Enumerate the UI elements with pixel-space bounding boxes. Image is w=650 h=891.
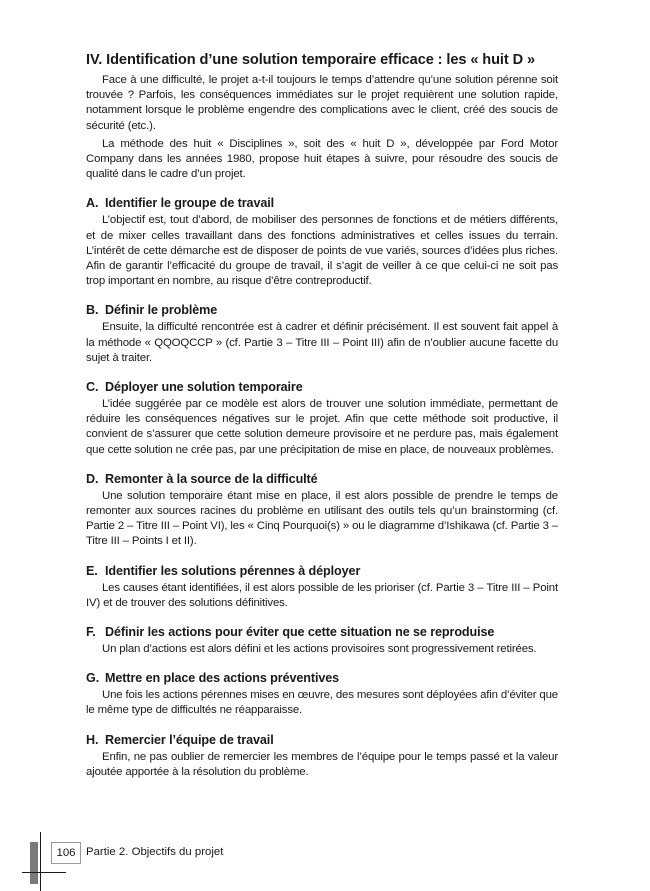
section-paragraph: L’idée suggérée par ce modèle est alors de trouver une solution immédiate, permettant de réduire les conséquences négatives sur le projet. Afin que cette méthode soit productive, il convient de s’assurer que cette solution demeure provisoire et ne perdure pas, mais également que cette solution ne crée pas, par une précipitation de mise en place, de nouveaux problèmes. xyxy=(86,398,558,456)
section-letter: F. xyxy=(86,625,96,640)
section-f xyxy=(86,625,558,657)
section-heading-text: Remercier l’équipe de travail xyxy=(105,732,274,747)
page-footer xyxy=(0,832,650,891)
section-paragraph: Une solution temporaire étant mise en place, il est alors possible de prendre le temps de remonter aux sources racines du problème en utilisant des outils tels qu’un brainstorming (cf. Partie 2 – Titre III – Point VI), les « Cinq Pourquoi(s) » ou le diagramme d’Ishikawa (cf. Partie 3 – Titre III – Points I et II). xyxy=(86,489,558,548)
section-heading xyxy=(86,625,558,640)
section-letter: H. xyxy=(86,732,99,747)
section-letter: D. xyxy=(86,471,99,486)
section-e xyxy=(86,564,558,611)
section-heading-text: Mettre en place des actions préventives xyxy=(105,671,340,686)
section-heading xyxy=(86,564,558,579)
section-heading xyxy=(86,472,558,487)
section-paragraph: Une fois les actions pérennes mises en œuvre, des mesures sont déployées afin d’éviter que le même type de difficultés ne réapparaisse. xyxy=(86,689,558,717)
intro-paragraph-2: La méthode des huit « Disciplines », soit des « huit D », développée par Ford Motor Company dans les années 1980, propose huit étapes à suivre, pour résoudre des soucis de qualité dans le cadre d’un projet. xyxy=(86,137,558,181)
section-d xyxy=(86,472,558,550)
section-paragraph: Les causes étant identifiées, il est alors possible de les prioriser (cf. Partie 3 – Titre III – Point IV) et de trouver des solutions définitives. xyxy=(86,581,558,609)
page-content xyxy=(86,52,558,780)
section-paragraph: Enfin, ne pas oublier de remercier les membres de l’équipe pour le temps passé et la valeur ajoutée apportée à la résolution du problème. xyxy=(86,750,558,778)
section-b xyxy=(86,303,558,366)
section-paragraph: Un plan d’actions est alors défini et les actions provisoires sont progressivement retirées. xyxy=(102,643,537,656)
section-letter: E. xyxy=(86,563,98,578)
section-paragraph: Ensuite, la difficulté rencontrée est à cadrer et définir précisément. Il est souvent fait appel à la méthode « QQOQCCP » (cf. Partie 3 – Titre III – Point III) afin de n’oublier aucune facette du sujet à traiter. xyxy=(86,321,558,364)
section-heading xyxy=(86,303,558,318)
crop-mark-vertical xyxy=(40,832,41,891)
section-heading xyxy=(86,671,558,686)
crop-mark-horizontal xyxy=(22,872,66,873)
margin-marker-bar xyxy=(30,842,38,884)
section-heading-text: Définir le problème xyxy=(105,303,218,318)
section-heading-text: Identifier les solutions pérennes à déployer xyxy=(105,563,361,578)
section-heading xyxy=(86,380,558,395)
section-heading xyxy=(86,733,558,748)
section-heading-text: Identifier le groupe de travail xyxy=(105,196,275,211)
section-letter: C. xyxy=(86,380,99,395)
running-title: Partie 2. Objectifs du projet xyxy=(86,846,224,858)
section-a xyxy=(86,196,558,289)
section-letter: G. xyxy=(86,671,100,686)
section-heading xyxy=(86,196,558,211)
section-h xyxy=(86,733,558,780)
section-heading-text: Remonter à la source de la difficulté xyxy=(105,471,318,486)
page-title: IV. Identification d’une solution temporaire efficace : les « huit D » xyxy=(86,52,536,68)
section-g xyxy=(86,671,558,718)
section-heading-text: Définir les actions pour éviter que cette situation ne se reproduise xyxy=(105,625,495,640)
section-letter: B. xyxy=(86,303,99,318)
section-paragraph: L’objectif est, tout d’abord, de mobiliser des personnes de fonctions et de métiers différents, et de mixer celles travaillant dans des fonctions administratives et celles issues du terrain. L’intérêt de cette démarche est de disposer de points de vue variés, sources d’idées plus riches. Afin de garantir l’efficacité du groupe de travail, il s’agit de veiller à ce que celui-ci ne soit pas trop important en nombre, au risque d’être contreproductif. xyxy=(86,214,558,288)
page-number: 106 xyxy=(51,842,81,864)
intro-paragraph-1: Face à une difficulté, le projet a-t-il toujours le temps d’attendre qu’une solution pérenne soit trouvée ? Parfois, les conséquences immédiates sur le projet requièrent une solution rapide, notamment lorsque le problème engendre des complications avec le client, créé des soucis de sécurité (etc.). xyxy=(86,74,558,132)
section-c xyxy=(86,380,558,458)
section-letter: A. xyxy=(86,196,99,211)
section-heading-text: Déployer une solution temporaire xyxy=(105,380,303,395)
